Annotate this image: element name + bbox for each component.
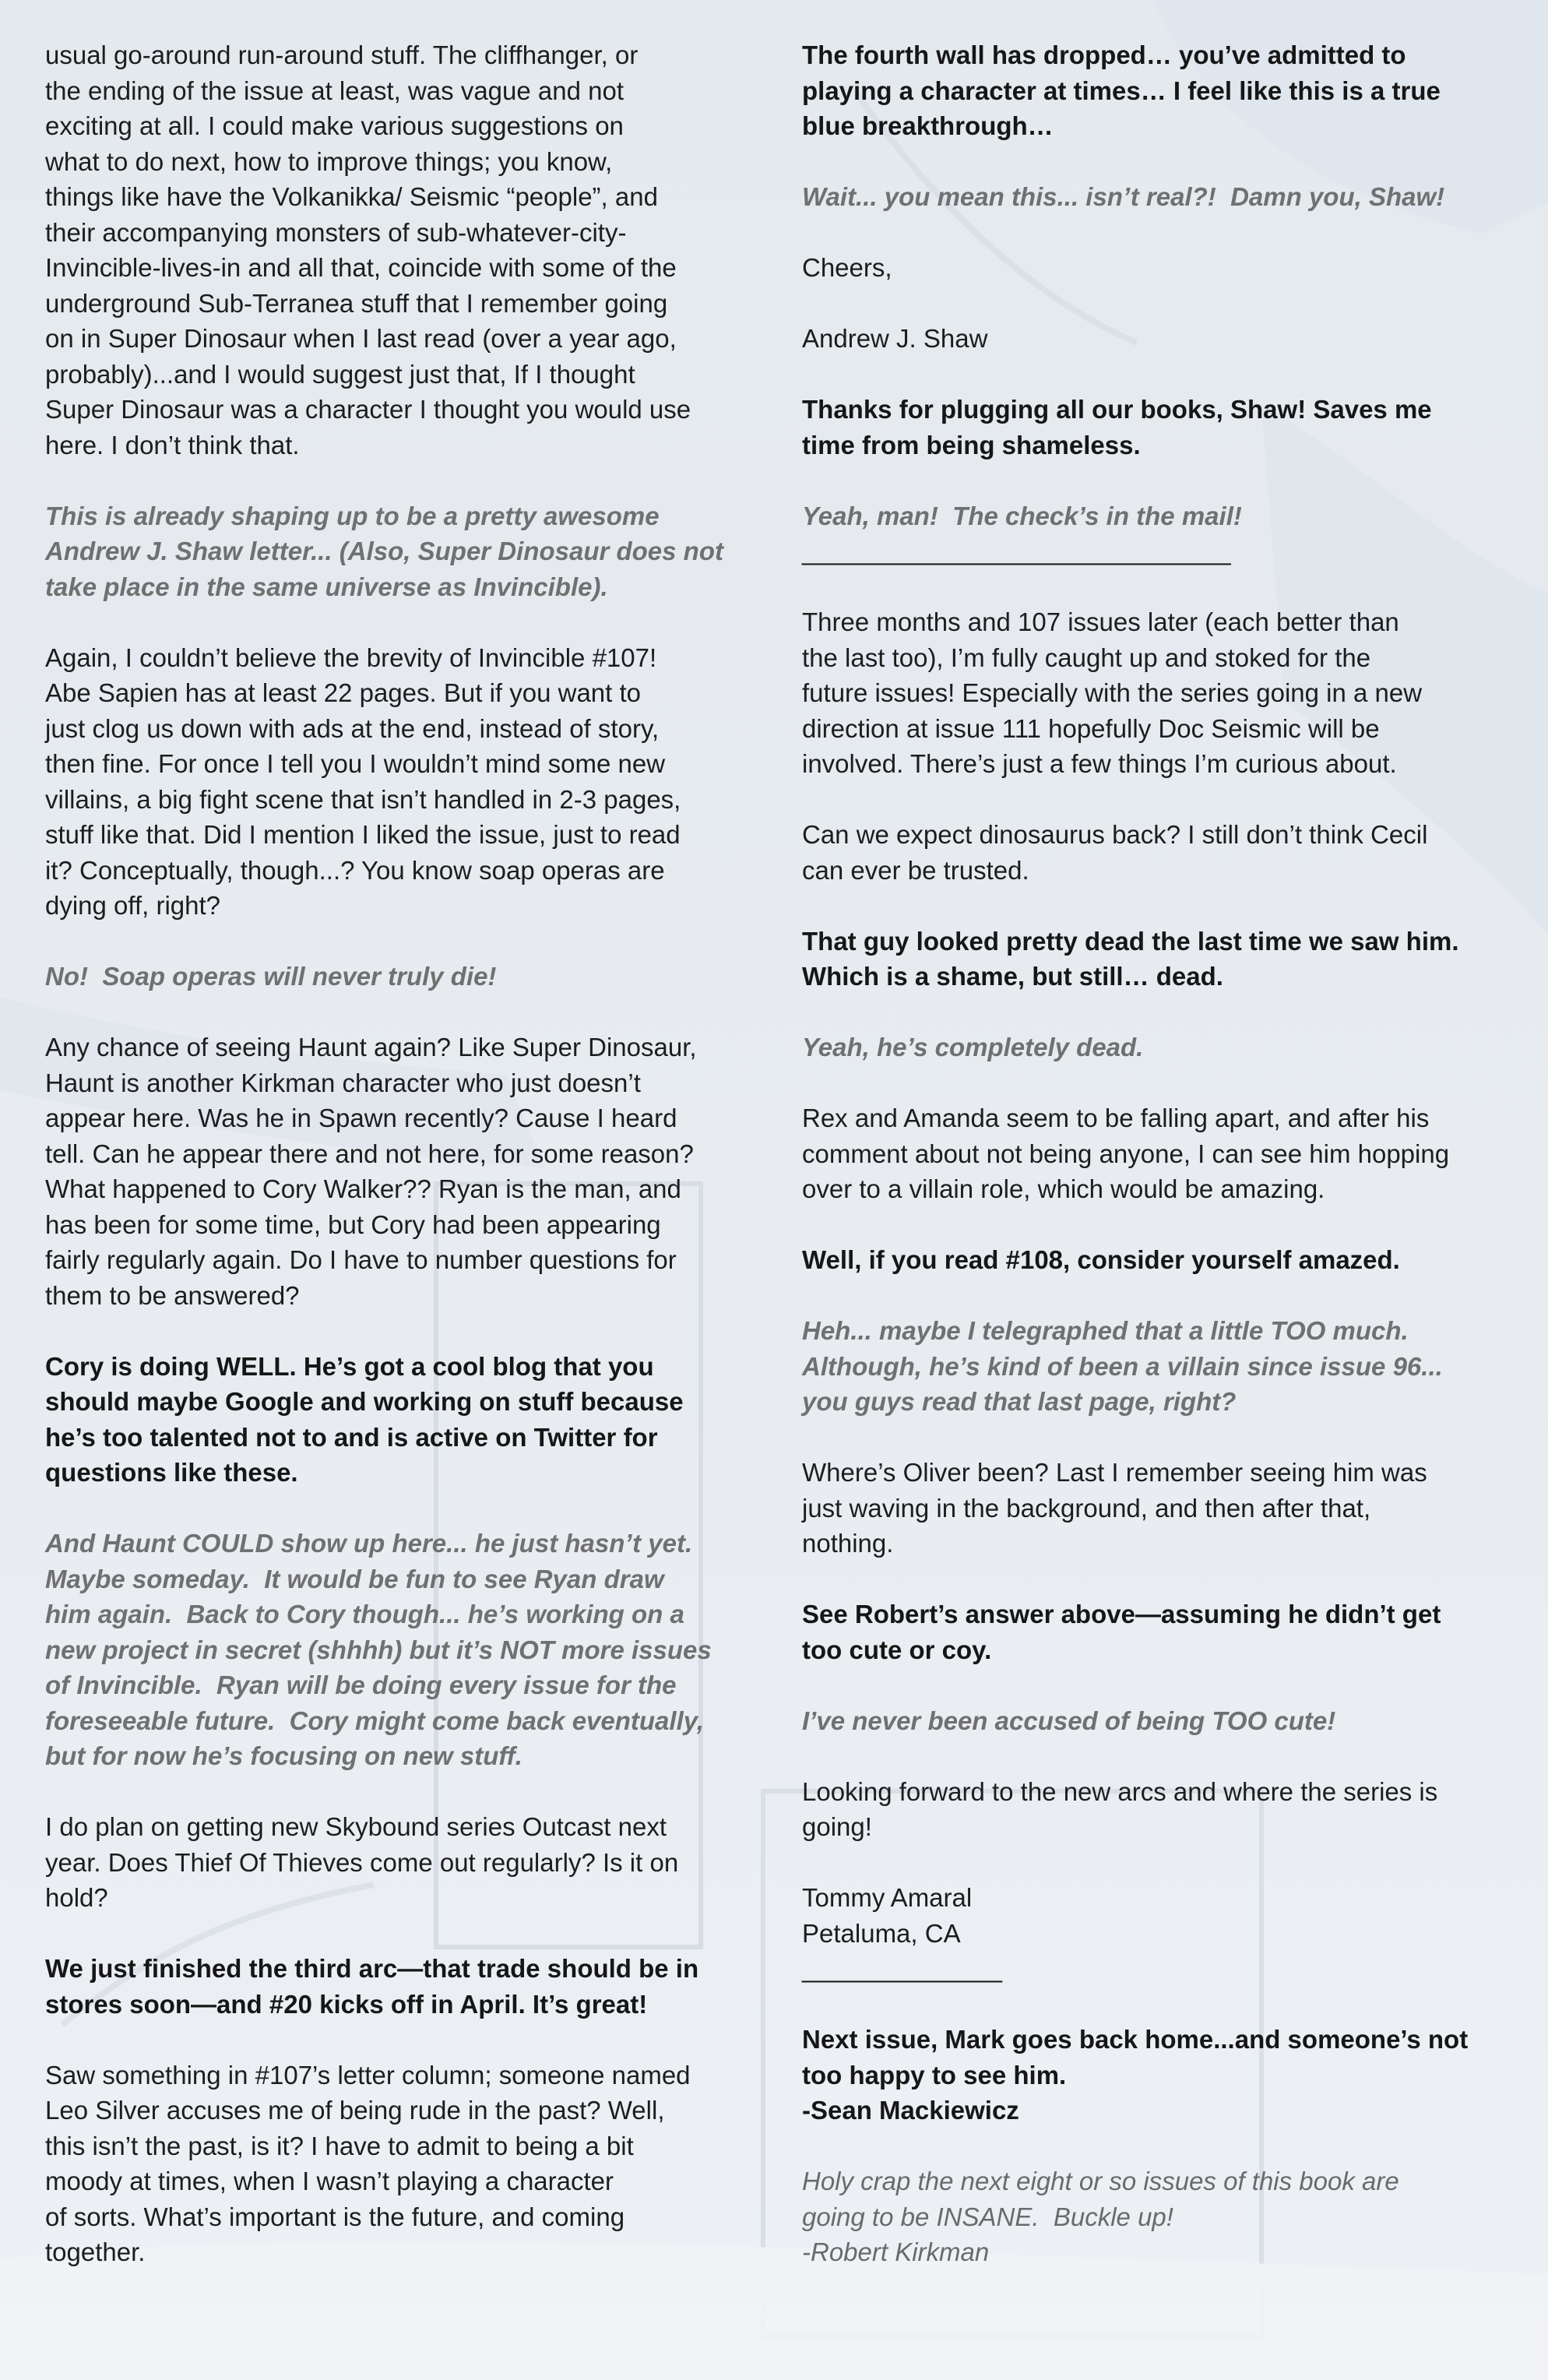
reader-letter-paragraph: Where’s Oliver been? Last I remember seeing him was just waving in the background, and then after that, nothing. bbox=[802, 1458, 1427, 1558]
editor-reply: Well, if you read #108, consider yourself amazed. bbox=[802, 1245, 1400, 1274]
letter-divider: ______________________________ bbox=[802, 537, 1231, 565]
reader-letter-paragraph: usual go-around run-around stuff. The cliffhanger, or the ending of the issue at least, was vague and not exciting at all. I could make various suggestions on what to do next, how to improve things; you know, things like have the Volkanikka/ Seismic “people”, and their accompanying monsters of sub-whatever-city- Invincible-lives-in and all that, coincide with some of the underground Sub-Terranea stuff that I remember going on in Super Dinosaur when I last read (over a year ago, probably)...and I would suggest just that, If I thought Super Dinosaur was a character I thought you would use here. I don’t think that. bbox=[45, 40, 691, 459]
editor-reply: That guy looked pretty dead the last time we saw him. Which is a shame, but still… dead. bbox=[802, 926, 1459, 991]
letters-column-left bbox=[45, 37, 746, 2305]
reader-letter-paragraph: Saw something in #107’s letter column; someone named Leo Silver accuses me of being rude in the past? Well, this isn’t the past, is it? I have to admit to being a bit moody at times, when I wasn’t playing a character of sorts. What’s important is the future, and coming together. bbox=[45, 2060, 691, 2266]
letter-sign-off: Cheers, bbox=[802, 253, 892, 282]
kirkman-reply: Yeah, man! The check’s in the mail! bbox=[802, 501, 1242, 530]
editor-reply: We just finished the third arc—that trade should be in stores soon—and #20 kicks off in April. It’s great! bbox=[45, 1954, 699, 2019]
reader-letter-paragraph: I do plan on getting new Skybound series Outcast next year. Does Thief Of Thieves come out regularly? Is it on hold? bbox=[45, 1812, 679, 1912]
kirkman-reply: And Haunt COULD show up here... he just hasn’t yet. Maybe someday. It would be fun to see Ryan draw him again. Back to Cory though... he’s working on a new project in secret (shhhh) but it’s NOT more issues of Invincible. Ryan will be doing every issue for the foreseeable future. Cory might come back eventually, but for now he’s focusing on new stuff. bbox=[45, 1529, 712, 1770]
kirkman-reply: This is already shaping up to be a pretty awesome Andrew J. Shaw letter... (Also, Super Dinosaur does not take place in the same universe as Invincible). bbox=[45, 501, 723, 601]
kirkman-reply: Yeah, he’s completely dead. bbox=[802, 1033, 1144, 1061]
kirkman-reply: No! Soap operas will never truly die! bbox=[45, 962, 497, 991]
letter-signature: Andrew J. Shaw bbox=[802, 324, 988, 353]
letter-divider: ______________ bbox=[802, 1954, 1002, 1983]
editor-reply: The fourth wall has dropped… you’ve admitted to playing a character at times… I feel like this is a true blue breakthrough… bbox=[802, 40, 1441, 140]
reader-letter-paragraph: Again, I couldn’t believe the brevity of Invincible #107! Abe Sapien has at least 22 pages. But if you want to just clog us down with ads at the end, instead of story, then fine. For once I tell you I wouldn’t mind some new villains, a big fight scene that isn’t handled in 2-3 pages, stuff like that. Did I mention I liked the issue, just to read it? Conceptually, though...? You know soap operas are dying off, right? bbox=[45, 643, 681, 920]
editor-reply: Cory is doing WELL. He’s got a cool blog that you should maybe Google and working on stuff because he’s too talented not to and is active on Twitter for questions like these. bbox=[45, 1351, 684, 1487]
kirkman-closing-note: Holy crap the next eight or so issues of this book are going to be INSANE. Buckle up! -Robert Kirkman bbox=[802, 2167, 1399, 2266]
editor-reply: Thanks for plugging all our books, Shaw! Saves me time from being shameless. bbox=[802, 395, 1432, 459]
reader-letter-paragraph: Looking forward to the new arcs and where the series is going! bbox=[802, 1776, 1438, 1841]
reader-letter-paragraph: Three months and 107 issues later (each better than the last too), I’m fully caught up and stoked for the future issues! Especially with the series going in a new direction at issue 111 hopefully Doc Seismic will be involved. There’s just a few things I’m curious about. bbox=[802, 607, 1423, 778]
kirkman-reply: Heh... maybe I telegraphed that a little TOO much. Although, he’s kind of been a villain since issue 96... you guys read that last page, right? bbox=[802, 1316, 1443, 1416]
next-issue-teaser: Next issue, Mark goes back home...and someone’s not too happy to see him. -Sean Mackiewicz bbox=[802, 2025, 1469, 2125]
editor-reply: See Robert’s answer above—assuming he didn’t get too cute or coy. bbox=[802, 1600, 1441, 1664]
kirkman-reply: Wait... you mean this... isn’t real?! Damn you, Shaw! bbox=[802, 182, 1445, 211]
reader-letter-paragraph: Any chance of seeing Haunt again? Like Super Dinosaur, Haunt is another Kirkman character who just doesn’t appear here. Was he in Spawn recently? Cause I heard tell. Can he appear there and not here, for some reason? What happened to Cory Walker?? Ryan is the man, and has been for some time, but Cory had been appearing fairly regularly again. Do I have to number questions for them to be answered? bbox=[45, 1033, 697, 1310]
reader-letter-paragraph: Rex and Amanda seem to be falling apart, and after his comment about not being anyone, I can see him hopping over to a villain role, which would be amazing. bbox=[802, 1104, 1450, 1203]
kirkman-reply: I’ve never been accused of being TOO cute! bbox=[802, 1706, 1336, 1735]
reader-letter-paragraph: Can we expect dinosaurus back? I still don’t think Cecil can ever be trusted. bbox=[802, 820, 1428, 885]
letters-column-right bbox=[802, 37, 1503, 2305]
letter-signature: Tommy Amaral Petaluma, CA bbox=[802, 1883, 973, 1948]
